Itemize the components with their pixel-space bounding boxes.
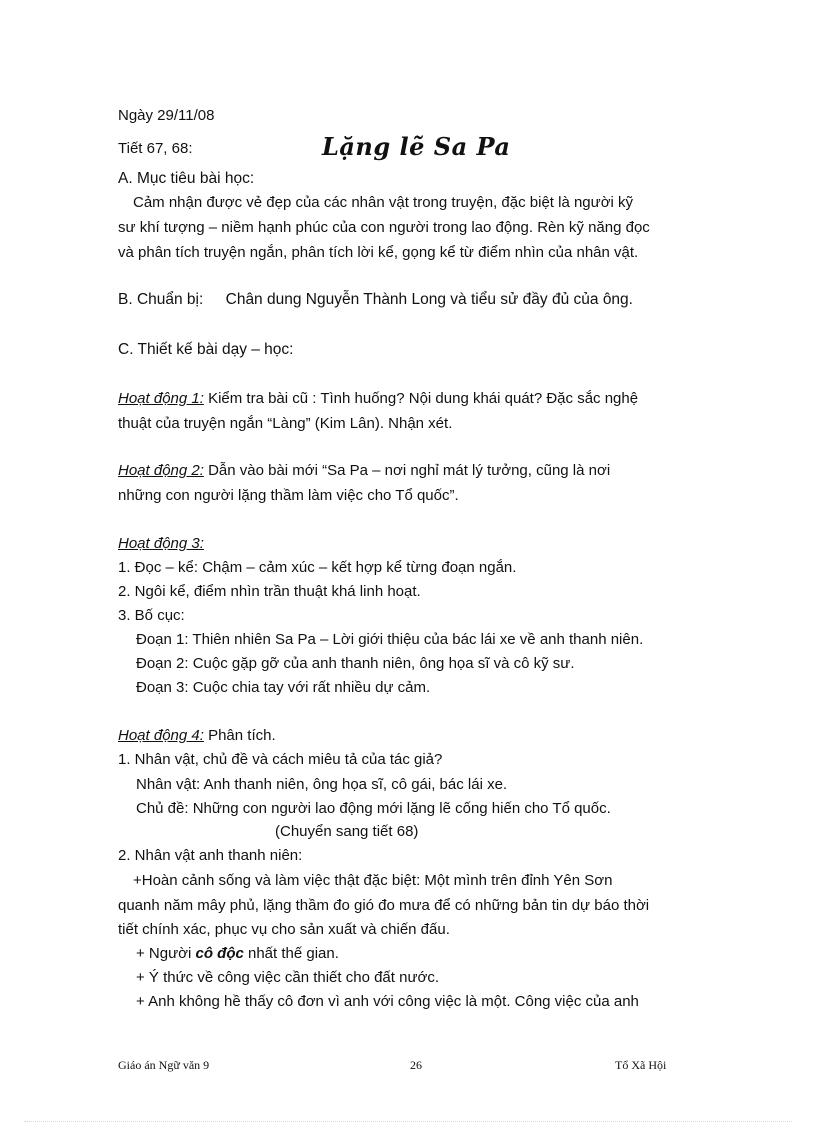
part-2: Đoạn 2: Cuộc gặp gỡ của anh thanh niên, ông họa sĩ và cô kỹ sư. <box>136 655 575 672</box>
activity-3-label <box>118 534 698 554</box>
question-1: 1. Nhân vật, chủ đề và cách miêu tả của tác giả? <box>118 751 443 768</box>
bullet-not-lonely: + Anh không hề thấy cô đơn vì anh với công việc là một. Công việc của anh <box>136 993 639 1010</box>
bullet-lonely-suffix: nhất thế gian. <box>243 945 339 962</box>
bullet-awareness: + Ý thức về công việc cần thiết cho đất nước. <box>136 969 439 986</box>
activity-3-item-1: 1. Đọc – kể: Chậm – cảm xúc – kết hợp kể từng đoạn ngắn. <box>118 559 517 576</box>
activity-1-label: Hoạt động 1: <box>118 390 204 407</box>
date-line: Ngày 29/11/08 <box>118 107 215 124</box>
activity-2-text: Dẫn vào bài mới “Sa Pa – nơi nghỉ mát lý tưởng, cũng là nơi <box>208 462 611 479</box>
circumstance-line-3: tiết chính xác, phục vụ cho sản xuất và chiến đấu. <box>118 921 450 938</box>
footer-page-number: 26 <box>410 1058 422 1072</box>
activity-3-item-2: 2. Ngôi kể, điểm nhìn trần thuật khá linh hoạt. <box>118 583 421 600</box>
bullet-lonely-emphasis: cô độc <box>195 945 244 962</box>
activity-4-line <box>118 726 698 746</box>
activity-4-intro: Phân tích. <box>208 727 276 744</box>
activity-4-label: Hoạt động 4: <box>118 727 204 744</box>
question-2: 2. Nhân vật anh thanh niên: <box>118 847 303 864</box>
activity-1-text: Kiểm tra bài cũ : Tình huống? Nội dung khái quát? Đặc sắc nghệ <box>208 390 639 407</box>
page-bottom-divider <box>24 1121 792 1122</box>
activity-2-line-2: những con người lặng thầm làm việc cho Tổ quốc”. <box>118 487 459 504</box>
activity-1-line-2: thuật của truyện ngắn “Làng” (Kim Lân). Nhận xét. <box>118 415 453 432</box>
circumstance-line-2: quanh năm mây phủ, lặng thầm đo gió đo mưa để có những bản tin dự báo thời <box>118 897 650 914</box>
activity-3-item-3: 3. Bố cục: <box>118 607 185 624</box>
bullet-lonely-prefix: + Người <box>136 945 196 962</box>
transition-note: (Chuyển sang tiết 68) <box>275 823 419 840</box>
section-a-line-2: sư khí tượng – niềm hạnh phúc của con người trong lao động. Rèn kỹ năng đọc <box>118 219 650 236</box>
activity-2-line-1 <box>118 461 698 481</box>
lesson-title: Lặng lẽ Sa Pa <box>322 132 511 161</box>
activity-2-label: Hoạt động 2: <box>118 462 204 479</box>
theme-line: Chủ đề: Những con người lao động mới lặng lẽ cống hiến cho Tổ quốc. <box>136 800 611 817</box>
part-3: Đoạn 3: Cuộc chia tay với rất nhiều dự cảm. <box>136 679 431 696</box>
section-a-line-3: và phân tích truyện ngắn, phân tích lời kể, gọng kể từ điểm nhìn của nhân vật. <box>118 244 639 261</box>
section-b-heading: B. Chuẩn bị: <box>118 291 204 308</box>
part-1: Đoạn 1: Thiên nhiên Sa Pa – Lời giới thiệu của bác lái xe về anh thanh niên. <box>136 631 644 648</box>
section-a-line-1: Cảm nhận được vẻ đẹp của các nhân vật trong truyện, đặc biệt là người kỹ <box>133 194 634 211</box>
activity-3-label-text: Hoạt động 3: <box>118 535 204 552</box>
footer-left: Giáo án Ngữ văn 9 <box>118 1058 210 1072</box>
characters-line: Nhân vật: Anh thanh niên, ông họa sĩ, cô gái, bác lái xe. <box>136 776 508 793</box>
lesson-number: Tiết 67, 68: <box>118 140 193 157</box>
activity-1-line-1 <box>118 389 698 409</box>
section-c-heading: C. Thiết kế bài dạy – học: <box>118 341 294 358</box>
section-a-heading: A. Mục tiêu bài học: <box>118 170 255 187</box>
footer-right: Tổ Xã Hội <box>615 1058 667 1072</box>
section-b-text: Chân dung Nguyễn Thành Long và tiểu sử đầy đủ của ông. <box>225 291 633 308</box>
circumstance-line-1: +Hoàn cảnh sống và làm việc thật đặc biệt: Một mình trên đỉnh Yên Sơn <box>133 872 613 889</box>
section-b <box>118 290 698 310</box>
bullet-lonely <box>136 944 716 964</box>
